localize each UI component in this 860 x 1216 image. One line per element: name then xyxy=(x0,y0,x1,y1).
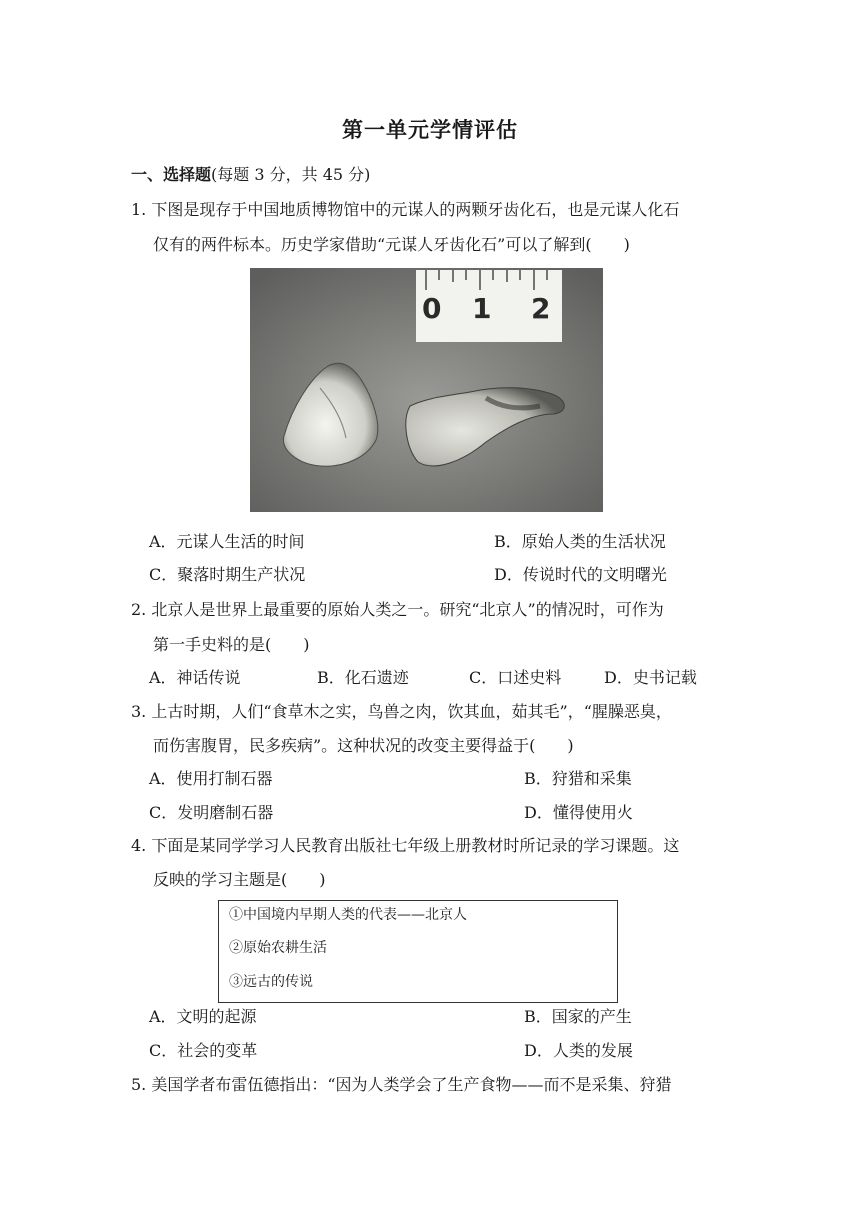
q1-option-d: D．传说时代的文明曙光 xyxy=(494,565,667,584)
ruler-label-0: 0 xyxy=(422,292,442,325)
topic-item-2: ②原始农耕生活 xyxy=(229,940,327,956)
q1-line1: 1. 下图是现存于中国地质博物馆中的元谋人的两颗牙齿化石，也是元谋人化石 xyxy=(131,200,680,219)
topic-item-3: ③远古的传说 xyxy=(229,974,313,990)
q4-option-b: B．国家的产生 xyxy=(524,1007,632,1026)
q1-line2: 仅有的两件标本。历史学家借助“元谋人牙齿化石”可以了解到( ) xyxy=(153,235,630,254)
q3-line2: 而伤害腹胃，民多疾病”。这种状况的改变主要得益于( ) xyxy=(153,736,574,755)
study-topics-box xyxy=(218,900,618,1003)
q4-line2: 反映的学习主题是( ) xyxy=(153,870,326,889)
q2-option-d: D．史书记载 xyxy=(604,668,697,687)
q2-line2: 第一手史料的是( ) xyxy=(153,635,310,654)
q2-option-c: C．口述史料 xyxy=(469,668,562,687)
ruler-label-2: 2 xyxy=(531,292,551,325)
tooth-fossil-photo xyxy=(250,268,603,512)
q1-option-c: C．聚落时期生产状况 xyxy=(149,565,306,584)
topic-item-1: ①中国境内早期人类的代表——北京人 xyxy=(229,907,467,923)
q1-option-a: A．元谋人生活的时间 xyxy=(149,532,305,551)
fossil-photo-image xyxy=(250,268,603,512)
section-heading xyxy=(131,165,370,185)
q3-option-a: A．使用打制石器 xyxy=(149,769,273,788)
section-head: 一、选择题 xyxy=(131,165,212,184)
ruler xyxy=(416,270,562,342)
q4-line1: 4. 下面是某同学学习人民教育出版社七年级上册教材时所记录的学习课题。这 xyxy=(131,836,680,855)
q3-option-c: C．发明磨制石器 xyxy=(149,803,274,822)
q5-line1: 5. 美国学者布雷伍德指出：“因为人类学会了生产食物——而不是采集、狩猎 xyxy=(131,1075,672,1094)
q2-option-a: A．神话传说 xyxy=(149,668,241,687)
page-title: 第一单元学情评估 xyxy=(342,118,518,142)
q1-option-b: B．原始人类的生活状况 xyxy=(494,532,666,551)
q3-option-d: D．懂得使用火 xyxy=(524,803,633,822)
q2-line1: 2. 北京人是世界上最重要的原始人类之一。研究“北京人”的情况时，可作为 xyxy=(131,600,664,619)
q3-line1: 3. 上古时期，人们“食草木之实，鸟兽之肉，饮其血，茹其毛”，“腥臊恶臭， xyxy=(131,702,672,721)
q2-option-b: B．化石遗迹 xyxy=(317,668,409,687)
q4-option-c: C．社会的变革 xyxy=(149,1041,258,1060)
ruler-label-1: 1 xyxy=(472,292,492,325)
section-note: (每题 3 分，共 45 分) xyxy=(211,165,371,184)
q3-option-b: B．狩猎和采集 xyxy=(524,769,632,788)
q4-option-d: D．人类的发展 xyxy=(524,1041,633,1060)
q4-option-a: A．文明的起源 xyxy=(149,1007,257,1026)
